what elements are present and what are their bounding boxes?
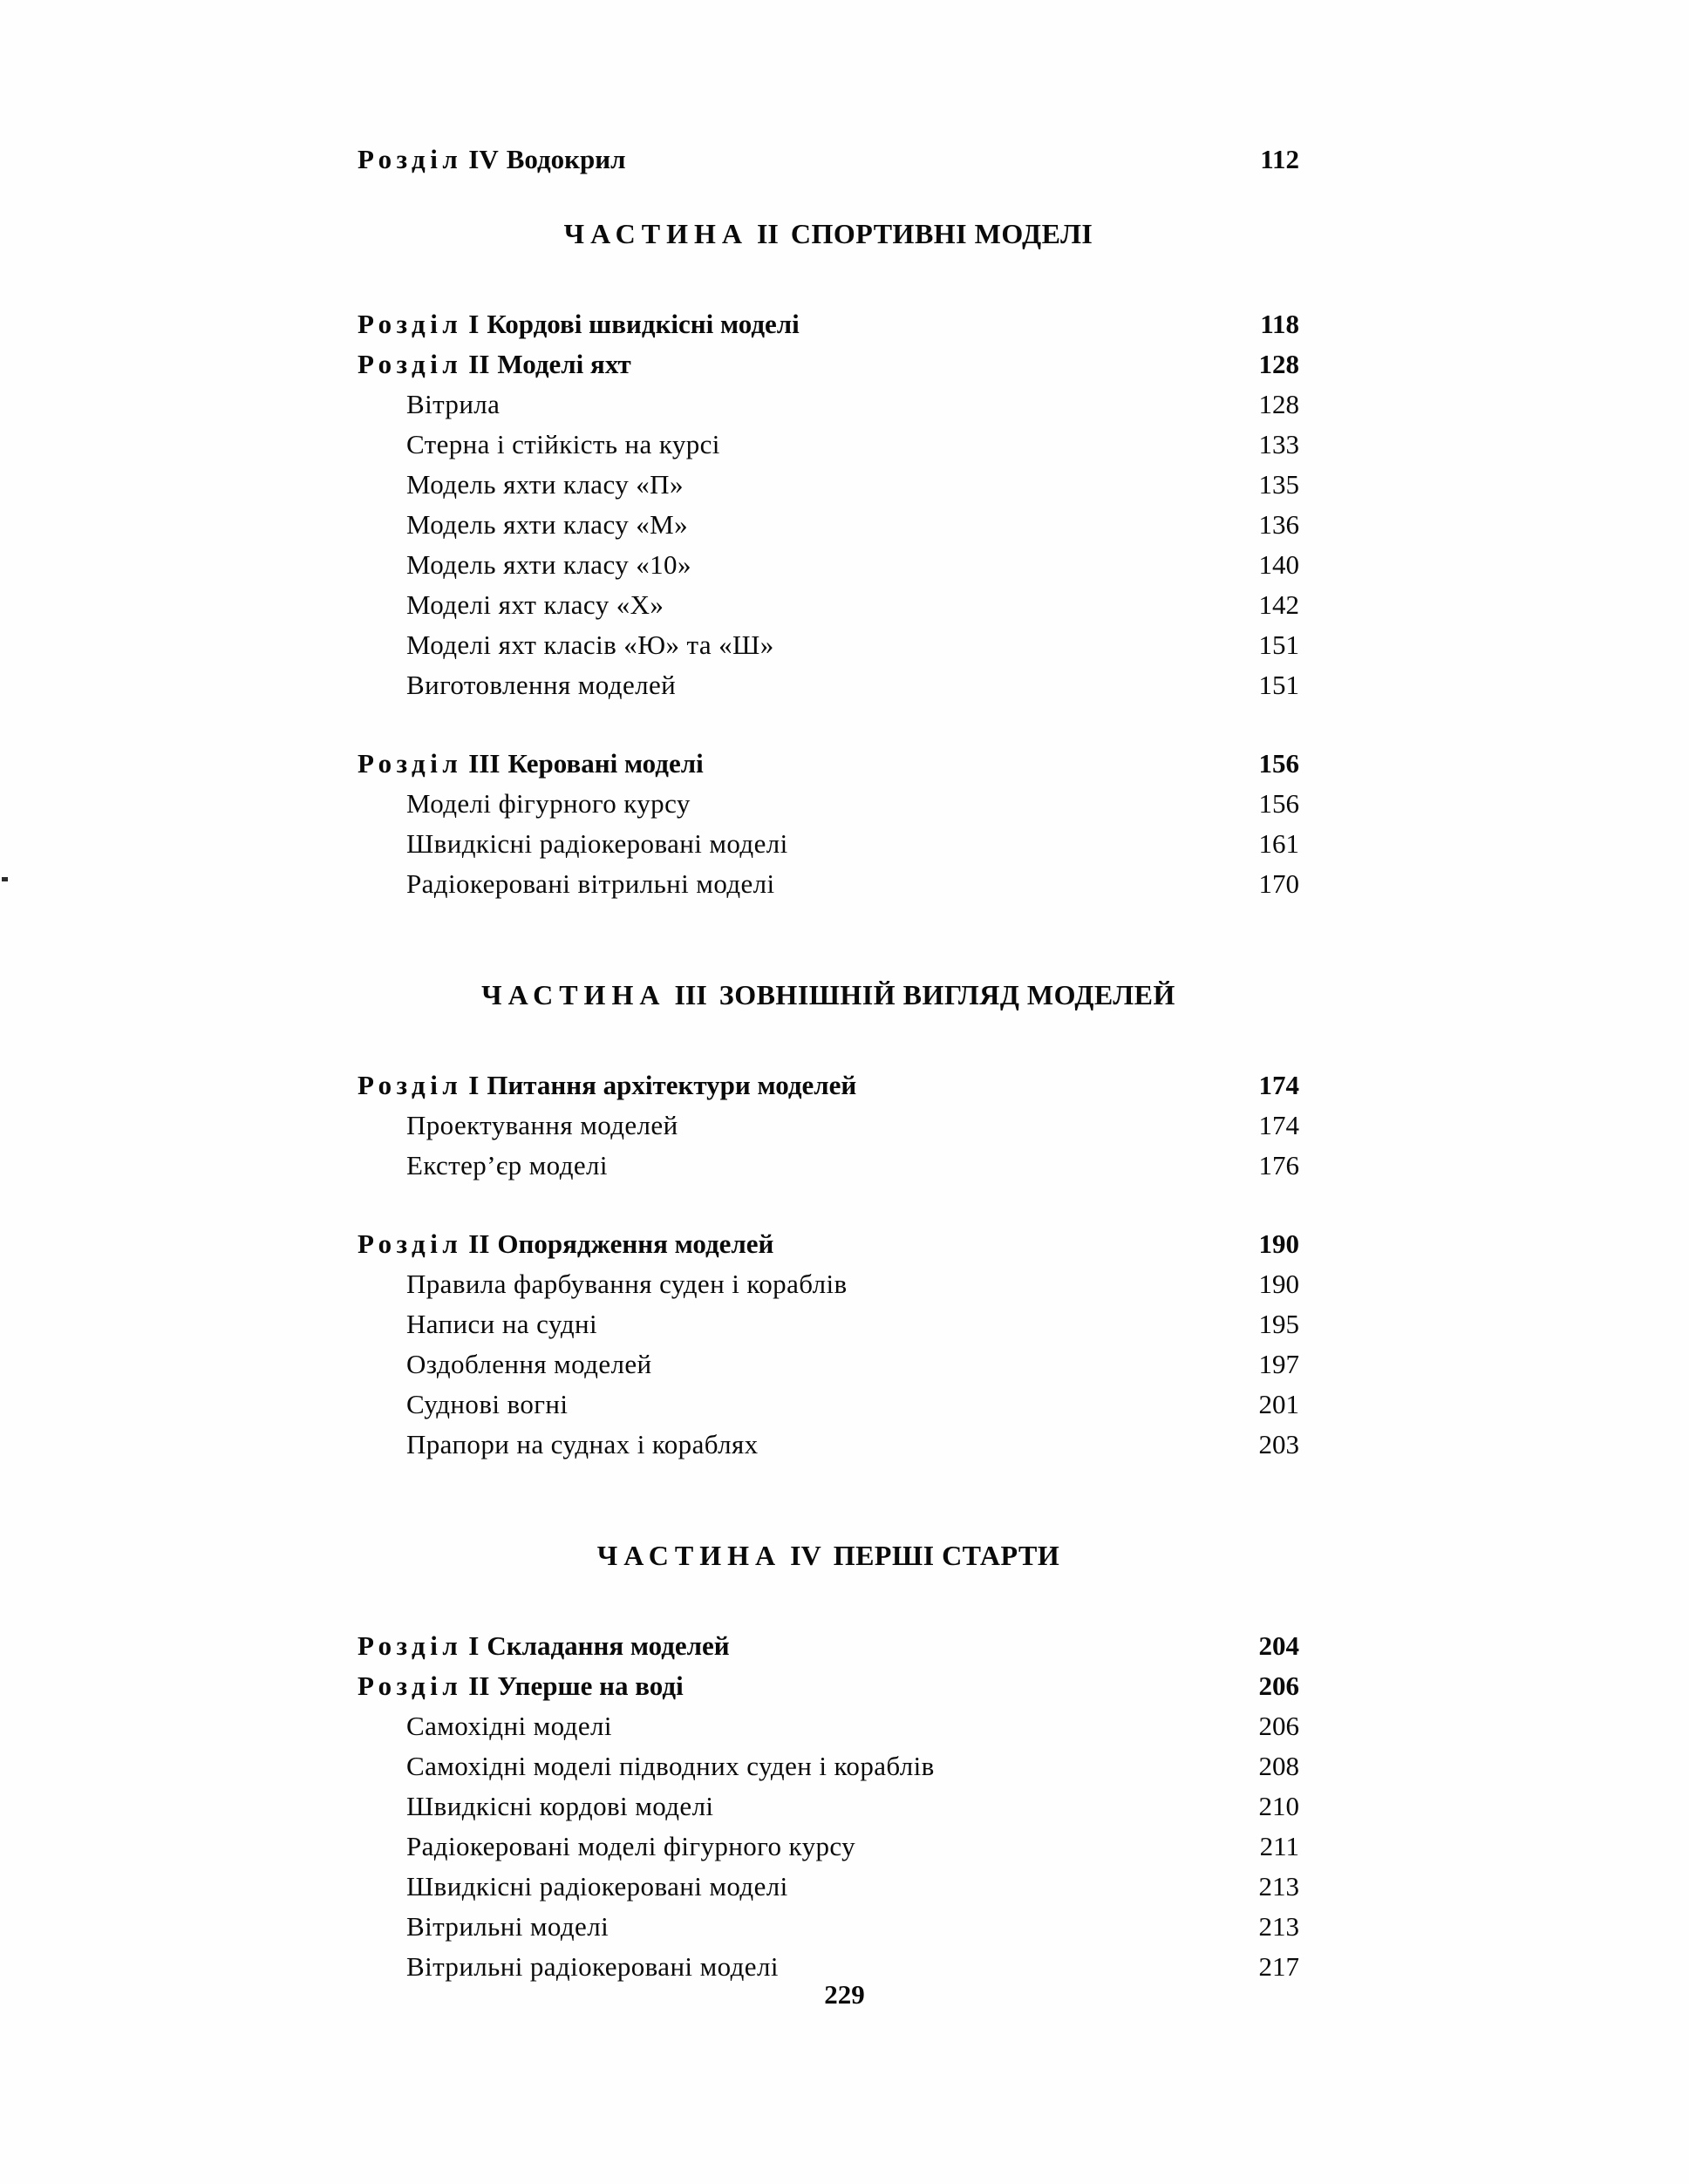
toc-page-number: 211	[1259, 1831, 1299, 1861]
toc-page-number: 176	[1258, 1150, 1299, 1180]
chapter-prefix: Розділ	[358, 1070, 463, 1100]
part-heading-word: ЧАСТИНА	[481, 979, 666, 1010]
toc-page-number: 204	[1258, 1630, 1299, 1661]
toc-entry-label: Оздоблення моделей	[406, 1349, 652, 1379]
chapter-number: IV	[468, 144, 499, 174]
toc-entry-label: Вітрильні радіокеровані моделі	[406, 1951, 779, 1982]
toc-page-number: 142	[1258, 589, 1299, 620]
spacer	[358, 1011, 1299, 1065]
scan-artifact-speck	[2, 877, 8, 881]
spacer	[358, 705, 1299, 744]
toc-entry-label: Радіокеровані моделі фігурного курсу	[406, 1831, 856, 1861]
chapter-number: I	[468, 309, 480, 339]
toc-page-number: 217	[1258, 1951, 1299, 1982]
toc-entry-label: Правила фарбування суден і кораблів	[406, 1269, 848, 1299]
toc-entry-label: Проектування моделей	[406, 1110, 678, 1140]
toc-page-number: 170	[1258, 868, 1299, 899]
toc-page-number: 118	[1260, 309, 1299, 339]
toc-page-number: 190	[1258, 1228, 1299, 1259]
chapter-prefix: Розділ	[358, 1630, 463, 1661]
toc-entry-row[interactable]	[358, 1385, 1299, 1425]
toc-page-number: 135	[1258, 469, 1299, 500]
spacer	[358, 1186, 1299, 1224]
spacer	[358, 250, 1299, 304]
toc-entry-row[interactable]	[358, 824, 1299, 864]
chapter-number: III	[468, 748, 501, 779]
toc-page-number: 190	[1258, 1269, 1299, 1299]
toc-entry-row[interactable]	[358, 425, 1299, 465]
toc-entry-row[interactable]	[358, 625, 1299, 665]
chapter-title: Керовані моделі	[507, 748, 704, 779]
chapter-title: Кордові швидкісні моделі	[487, 309, 800, 339]
toc-page-number: 156	[1258, 748, 1299, 779]
toc-entry-row[interactable]	[358, 1867, 1299, 1907]
chapter-prefix: Розділ	[358, 349, 463, 379]
chapter-title: Моделі яхт	[497, 349, 631, 379]
part-heading-word: ЧАСТИНА	[596, 1540, 782, 1571]
chapter-title: Опорядження моделей	[497, 1228, 774, 1259]
toc-entry-row[interactable]	[358, 585, 1299, 625]
chapter-number: I	[468, 1630, 480, 1661]
toc-page-number: 195	[1258, 1309, 1299, 1339]
toc-entry-row[interactable]	[358, 1827, 1299, 1867]
toc-entry-label: Суднові вогні	[406, 1389, 569, 1419]
toc-chapter-row[interactable]	[358, 1065, 1299, 1106]
toc-entry-row[interactable]	[358, 1264, 1299, 1304]
toc-entry-row[interactable]	[358, 1425, 1299, 1465]
toc-page-number: 213	[1258, 1911, 1299, 1942]
toc-chapter-row[interactable]	[358, 344, 1299, 384]
toc-entry-label: Прапори на суднах і кораблях	[406, 1429, 759, 1459]
toc-entry-label: Швидкісні радіокеровані моделі	[406, 828, 788, 859]
chapter-prefix: Розділ	[358, 144, 463, 174]
folio-page-number: 229	[824, 1979, 865, 2010]
toc-entry-label: Моделі яхт класів «Ю» та «Ш»	[406, 629, 774, 660]
chapter-title: Питання архітектури моделей	[487, 1070, 857, 1100]
spacer	[358, 1572, 1299, 1626]
toc-entry-row[interactable]	[358, 1304, 1299, 1344]
toc-page-number: 161	[1258, 828, 1299, 859]
toc-chapter-label	[358, 304, 800, 344]
toc-page-number: 210	[1258, 1791, 1299, 1821]
part-heading	[358, 218, 1299, 250]
table-of-contents	[358, 139, 1299, 1987]
toc-page-number: 206	[1258, 1670, 1299, 1701]
toc-page-number: 203	[1258, 1429, 1299, 1459]
chapter-title: Водокрил	[506, 144, 626, 174]
toc-entry-row[interactable]	[358, 665, 1299, 705]
toc-entry-label: Швидкісні радіокеровані моделі	[406, 1871, 788, 1902]
toc-page-number: 206	[1258, 1711, 1299, 1741]
toc-entry-label: Виготовлення моделей	[406, 670, 677, 700]
part-heading-title: СПОРТИВНІ МОДЕЛІ	[790, 218, 1093, 249]
toc-entry-row[interactable]	[358, 1786, 1299, 1827]
toc-entry-row[interactable]	[358, 1106, 1299, 1146]
part-heading-number: IV	[790, 1540, 821, 1571]
toc-page-number: 128	[1258, 389, 1299, 419]
toc-page-number: 197	[1258, 1349, 1299, 1379]
toc-entry-row[interactable]	[358, 864, 1299, 904]
toc-page-number: 156	[1258, 788, 1299, 819]
toc-chapter-label	[358, 1666, 684, 1706]
part-heading-number: II	[756, 218, 779, 249]
part-heading-number: III	[674, 979, 707, 1010]
chapter-title: Складання моделей	[487, 1630, 730, 1661]
toc-entry-row[interactable]	[358, 465, 1299, 505]
spacer	[358, 1465, 1299, 1540]
toc-entry-row[interactable]	[358, 1146, 1299, 1186]
toc-chapter-row[interactable]	[358, 744, 1299, 784]
toc-page-number: 136	[1258, 509, 1299, 540]
part-heading	[358, 979, 1299, 1011]
toc-entry-row[interactable]	[358, 505, 1299, 545]
toc-chapter-row[interactable]	[358, 304, 1299, 344]
toc-entry-label: Радіокеровані вітрильні моделі	[406, 868, 775, 899]
toc-page-number: 112	[1260, 144, 1299, 174]
toc-page-number: 201	[1258, 1389, 1299, 1419]
toc-chapter-label	[358, 1626, 730, 1666]
toc-entry-row[interactable]	[358, 1907, 1299, 1947]
chapter-number: I	[468, 1070, 480, 1100]
chapter-prefix: Розділ	[358, 309, 463, 339]
toc-page-number: 133	[1258, 429, 1299, 459]
toc-entry-row[interactable]	[358, 1706, 1299, 1746]
toc-entry-row[interactable]	[358, 545, 1299, 585]
chapter-number: II	[468, 349, 490, 379]
toc-page-number: 151	[1258, 670, 1299, 700]
toc-entry-label: Модель яхти класу «10»	[406, 549, 691, 580]
toc-page-number: 174	[1258, 1070, 1299, 1100]
toc-entry-row[interactable]	[358, 784, 1299, 824]
chapter-prefix: Розділ	[358, 1228, 463, 1259]
chapter-title: Уперше на воді	[497, 1670, 684, 1701]
toc-entry-label: Моделі яхт класу «Х»	[406, 589, 664, 620]
toc-chapter-label	[358, 1224, 773, 1264]
toc-chapter-row[interactable]	[358, 139, 1299, 180]
toc-chapter-row[interactable]	[358, 1224, 1299, 1264]
part-heading-title: ЗОВНІШНІЙ ВИГЛЯД МОДЕЛЕЙ	[719, 979, 1175, 1010]
toc-chapter-label	[358, 744, 704, 784]
part-heading-title: ПЕРШІ СТАРТИ	[833, 1540, 1060, 1571]
toc-page-number: 213	[1258, 1871, 1299, 1902]
toc-entry-label: Вітрильні моделі	[406, 1911, 610, 1942]
toc-entry-row[interactable]	[358, 1344, 1299, 1385]
toc-chapter-label	[358, 139, 626, 180]
chapter-number: II	[468, 1228, 490, 1259]
toc-entry-label: Самохідні моделі	[406, 1711, 612, 1741]
toc-chapter-label	[358, 1065, 856, 1106]
part-heading-word: ЧАСТИНА	[563, 218, 748, 249]
toc-chapter-row[interactable]	[358, 1626, 1299, 1666]
spacer	[358, 180, 1299, 218]
toc-page-number: 140	[1258, 549, 1299, 580]
toc-entry-row[interactable]	[358, 1746, 1299, 1786]
spacer	[358, 904, 1299, 979]
toc-page-number: 151	[1258, 629, 1299, 660]
chapter-prefix: Розділ	[358, 748, 463, 779]
toc-entry-label: Вітрила	[406, 389, 501, 419]
chapter-prefix: Розділ	[358, 1670, 463, 1701]
toc-entry-label: Моделі фігурного курсу	[406, 788, 691, 819]
toc-entry-label: Написи на судні	[406, 1309, 597, 1339]
toc-page-number: 174	[1258, 1110, 1299, 1140]
toc-page-number: 208	[1258, 1751, 1299, 1781]
toc-entry-label: Модель яхти класу «П»	[406, 469, 684, 500]
toc-chapter-row[interactable]	[358, 1666, 1299, 1706]
chapter-number: II	[468, 1670, 490, 1701]
toc-entry-label: Швидкісні кордові моделі	[406, 1791, 714, 1821]
toc-entry-row[interactable]	[358, 384, 1299, 425]
toc-entry-label: Екстер’єр моделі	[406, 1150, 608, 1180]
toc-entry-label: Стерна і стійкість на курсі	[406, 429, 720, 459]
toc-chapter-label	[358, 344, 631, 384]
part-heading	[358, 1540, 1299, 1572]
toc-page-number: 128	[1258, 349, 1299, 379]
toc-entry-label: Самохідні моделі підводних суден і кораблів	[406, 1751, 935, 1781]
toc-entry-label: Модель яхти класу «М»	[406, 509, 689, 540]
